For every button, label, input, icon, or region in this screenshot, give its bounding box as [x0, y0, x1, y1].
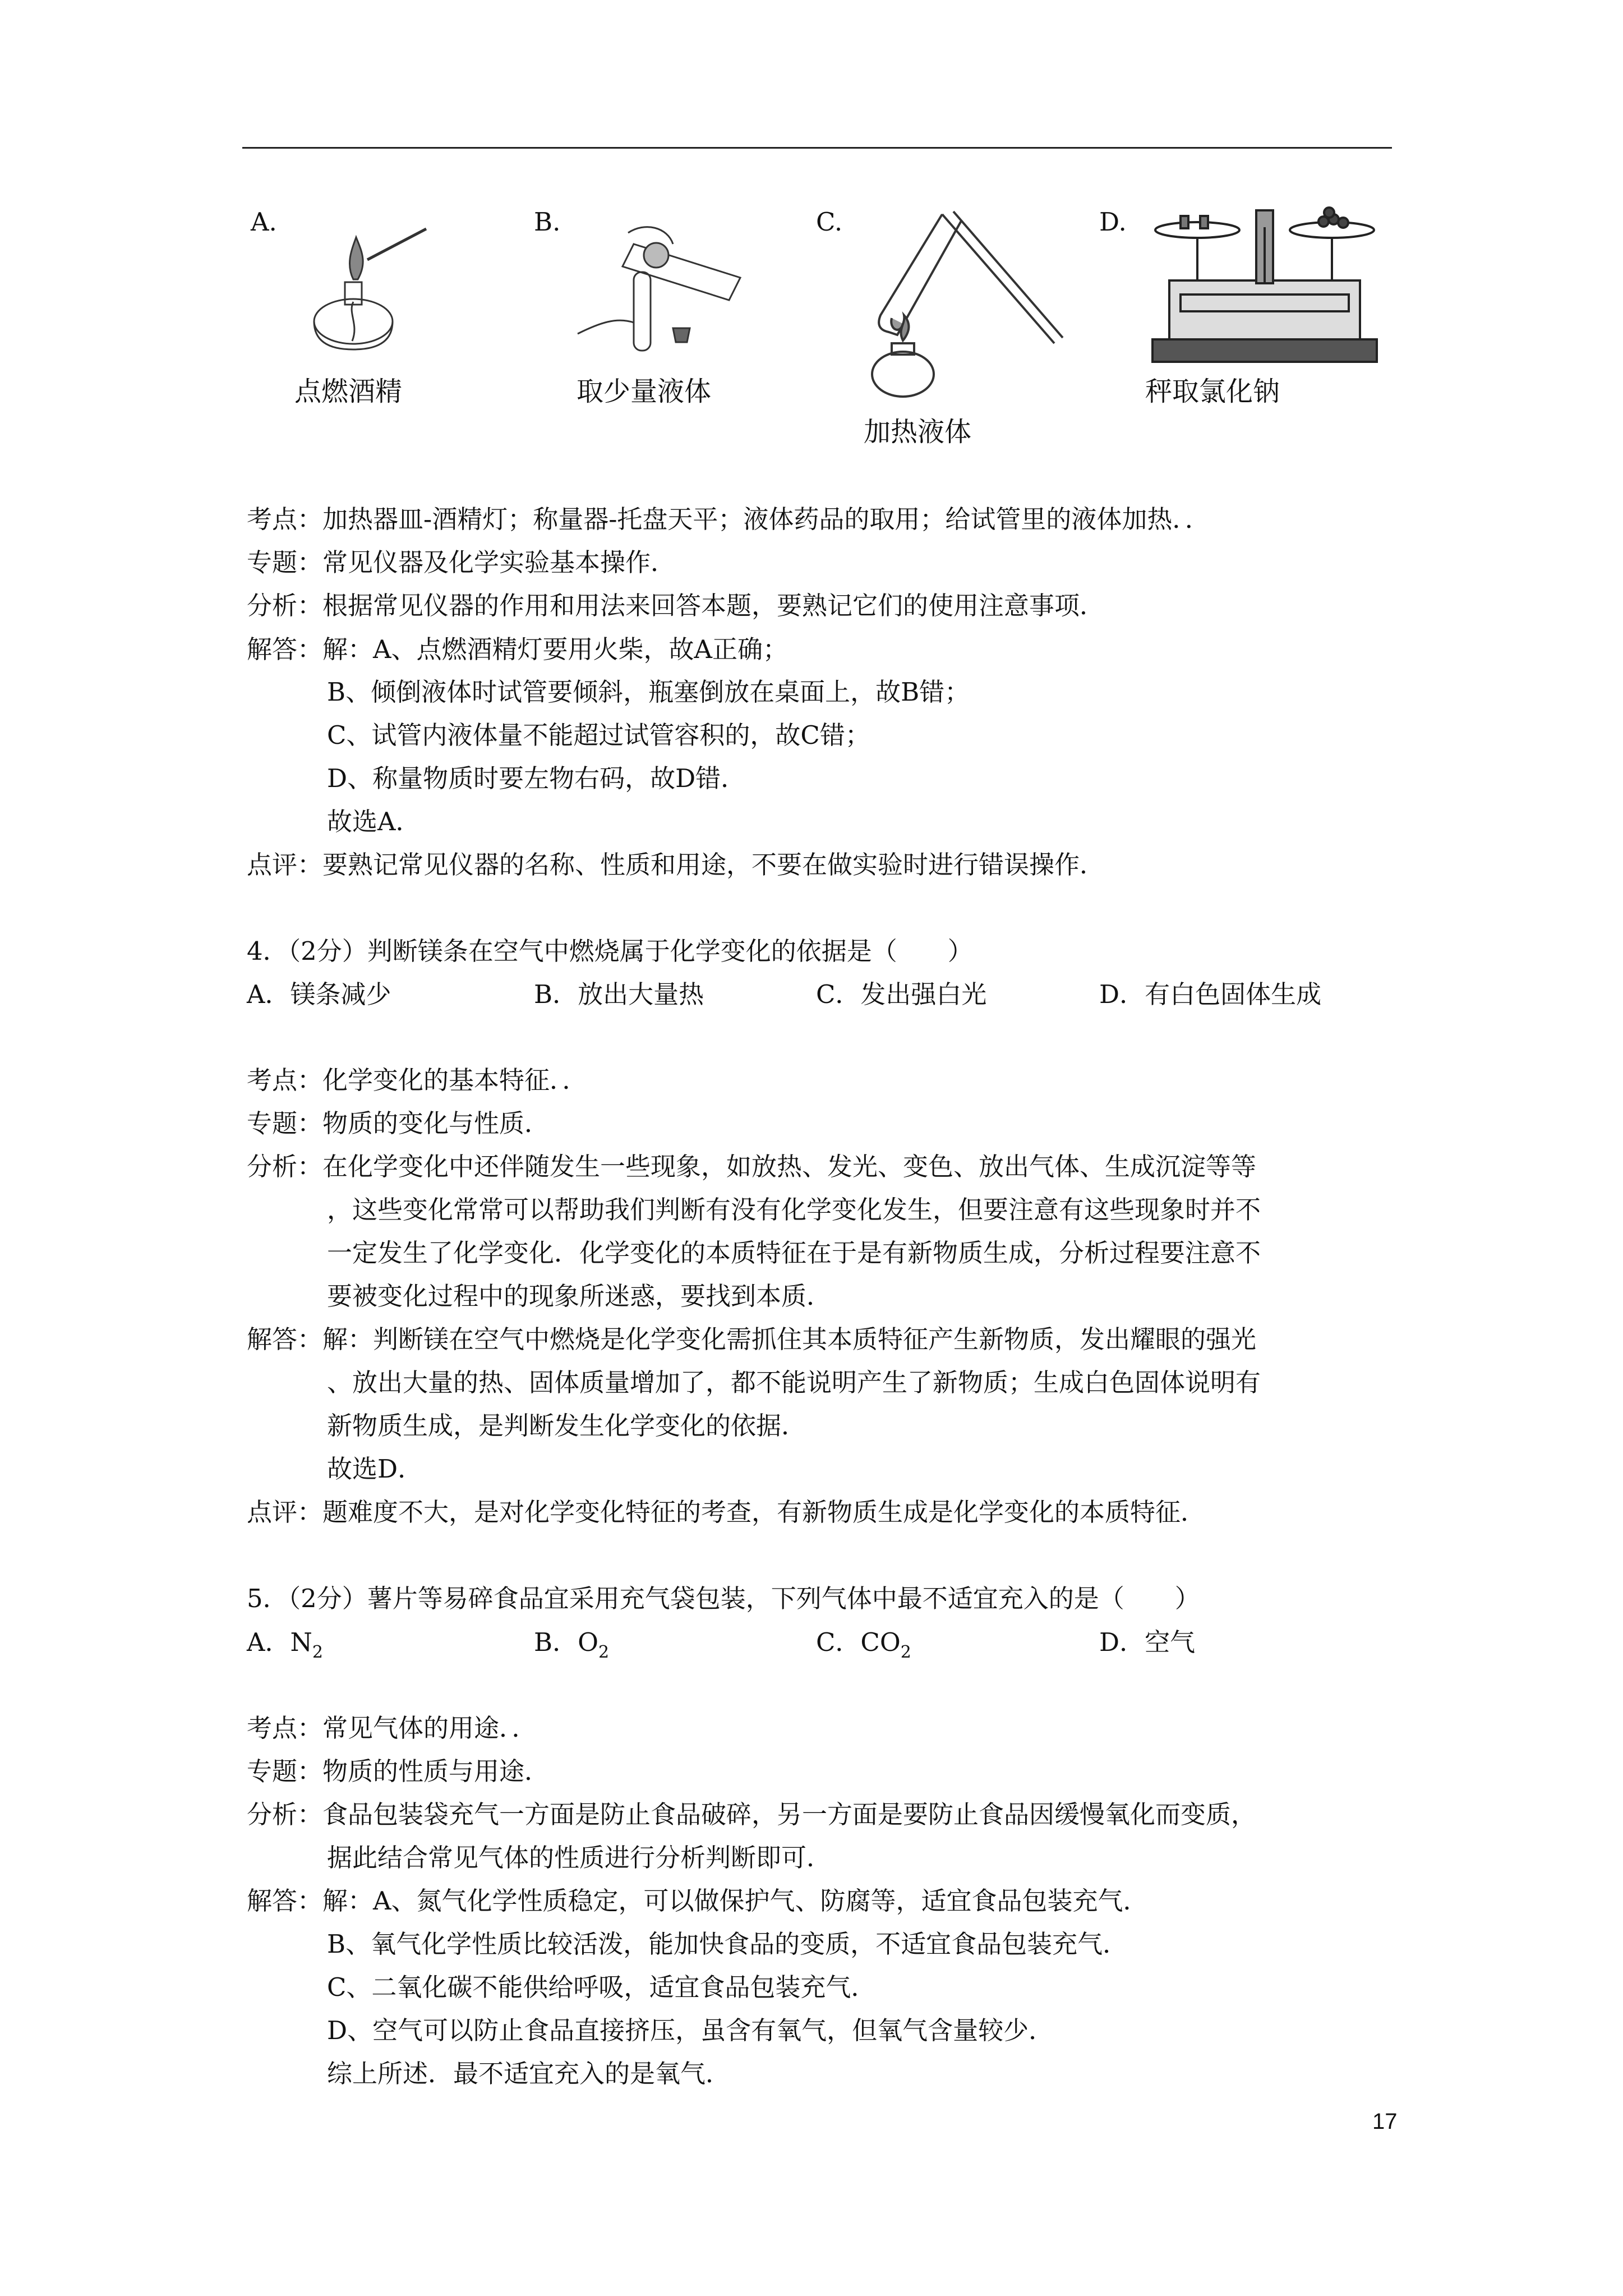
q5-option-c [816, 1627, 911, 1668]
q4-fenxi-line-4: 要被变化过程中的现象所迷惑，要找到本质． [327, 1281, 832, 1311]
q4-stem: 4．（2分）判断镁条在空气中燃烧属于化学变化的依据是（ ） [247, 936, 973, 966]
q3-zhuanti: 专题：常见仪器及化学实验基本操作． [247, 547, 676, 577]
q5-jieda-line-1: 解答：解：A、氮气化学性质稳定，可以做保护气、防腐等，适宜食品包装充气． [247, 1886, 1149, 1916]
q3-dianping: 点评：要熟记常见仪器的名称、性质和用途，不要在做实验时进行错误操作． [247, 850, 1105, 880]
q5-option-a-text: A．N [247, 1627, 312, 1657]
subscript-2: 2 [598, 1642, 610, 1662]
figure-b-letter: B. [534, 207, 561, 237]
q3-jieda-line-5: 故选A． [327, 807, 421, 836]
subscript-2: 2 [900, 1642, 911, 1662]
header-rule [242, 147, 1392, 149]
q4-dianping: 点评：题难度不大，是对化学变化特征的考查，有新物质生成是化学变化的本质特征． [247, 1497, 1206, 1527]
figure-a-letter: A. [251, 207, 277, 237]
q5-jieda-line-2: B、氧气化学性质比较活泼，能加快食品的变质，不适宜食品包装充气． [327, 1929, 1128, 1959]
q4-jieda-line-3: 新物质生成，是判断发生化学变化的依据． [327, 1411, 807, 1441]
q5-option-a [247, 1627, 323, 1668]
page-number: 17 [1372, 2109, 1398, 2134]
figure-c-letter: C. [816, 207, 843, 237]
q4-option-c: C．发出强白光 [816, 979, 987, 1009]
figure-d-caption: 秤取氯化钠 [1145, 376, 1280, 407]
q4-jieda-line-2: 、放出大量的热、固体质量增加了，都不能说明产生了新物质；生成白色固体说明有 [327, 1368, 1261, 1397]
q4-fenxi-line-1: 分析：在化学变化中还伴随发生一些现象，如放热、发光、变色、放出气体、生成沉淀等等 [247, 1152, 1257, 1181]
q5-option-c-text: C．CO [816, 1627, 901, 1657]
q5-jieda-line-5: 综上所述．最不适宜充入的是氧气． [327, 2059, 731, 2088]
q3-jieda-line-1: 解答：解：A、点燃酒精灯要用火柴，故A正确； [247, 634, 788, 664]
q4-kaodian: 考点：化学变化的基本特征．． [247, 1065, 588, 1095]
figure-c-caption: 加热液体 [864, 416, 972, 448]
q4-option-d: D．有白色固体生成 [1099, 979, 1322, 1009]
q3-jieda-line-3: C、试管内液体量不能超过试管容积的，故C错； [327, 720, 870, 750]
q4-fenxi-line-3: 一定发生了化学变化．化学变化的本质特征在于是有新物质生成，分析过程要注意不 [327, 1238, 1261, 1268]
q3-fenxi: 分析：根据常见仪器的作用和用法来回答本题，要熟记它们的使用注意事项． [247, 591, 1105, 620]
q5-jieda-line-4: D、空气可以防止食品直接挤压，虽含有氧气，但氧气含量较少． [327, 2016, 1054, 2045]
figure-d-letter: D. [1099, 207, 1127, 237]
q3-kaodian: 考点：加热器皿-酒精灯；称量器-托盘天平；液体药品的取用；给试管里的液体加热．． [247, 504, 1210, 534]
pouring-liquid-icon [561, 210, 746, 362]
q5-kaodian: 考点：常见气体的用途．． [247, 1713, 537, 1743]
q5-stem: 5．（2分）薯片等易碎食品宜采用充气袋包装，下列气体中最不适宜充入的是（ ） [247, 1584, 1200, 1613]
q5-zhuanti: 专题：物质的性质与用途． [247, 1756, 550, 1786]
q4-zhuanti: 专题：物质的变化与性质． [247, 1108, 550, 1138]
q5-option-b [534, 1627, 609, 1668]
q5-option-d: D．空气 [1099, 1627, 1196, 1657]
q4-jieda-line-4: 故选D． [327, 1454, 423, 1484]
q4-jieda-line-1: 解答：解：判断镁在空气中燃烧是化学变化需抓住其本质特征产生新物质，发出耀眼的强光 [247, 1324, 1257, 1354]
alcohol-lamp-lighting-icon [292, 206, 432, 358]
q4-option-b: B．放出大量热 [534, 979, 704, 1009]
q3-jieda-line-4: D、称量物质时要左物右码，故D错． [327, 763, 746, 793]
heating-liquid-icon [858, 209, 1066, 405]
q4-fenxi-line-2: ，这些变化常常可以帮助我们判断有没有化学变化发生，但要注意有这些现象时并不 [327, 1195, 1261, 1225]
q4-option-a: A．镁条减少 [247, 979, 391, 1009]
tray-balance-icon [1147, 205, 1382, 365]
q3-jieda-line-2: B、倾倒液体时试管要倾斜，瓶塞倒放在桌面上，故B错； [327, 677, 970, 707]
subscript-2: 2 [312, 1642, 323, 1662]
q5-fenxi-line-2: 据此结合常见气体的性质进行分析判断即可． [327, 1843, 832, 1872]
figure-a-caption: 点燃酒精 [294, 376, 403, 407]
q5-option-b-text: B．O [534, 1627, 598, 1657]
q5-fenxi-line-1: 分析：食品包装袋充气一方面是防止食品破碎，另一方面是要防止食品因缓慢氧化而变质， [247, 1800, 1257, 1829]
q5-jieda-line-3: C、二氧化碳不能供给呼吸，适宜食品包装充气． [327, 1972, 877, 2002]
figure-b-caption: 取少量液体 [577, 376, 712, 407]
